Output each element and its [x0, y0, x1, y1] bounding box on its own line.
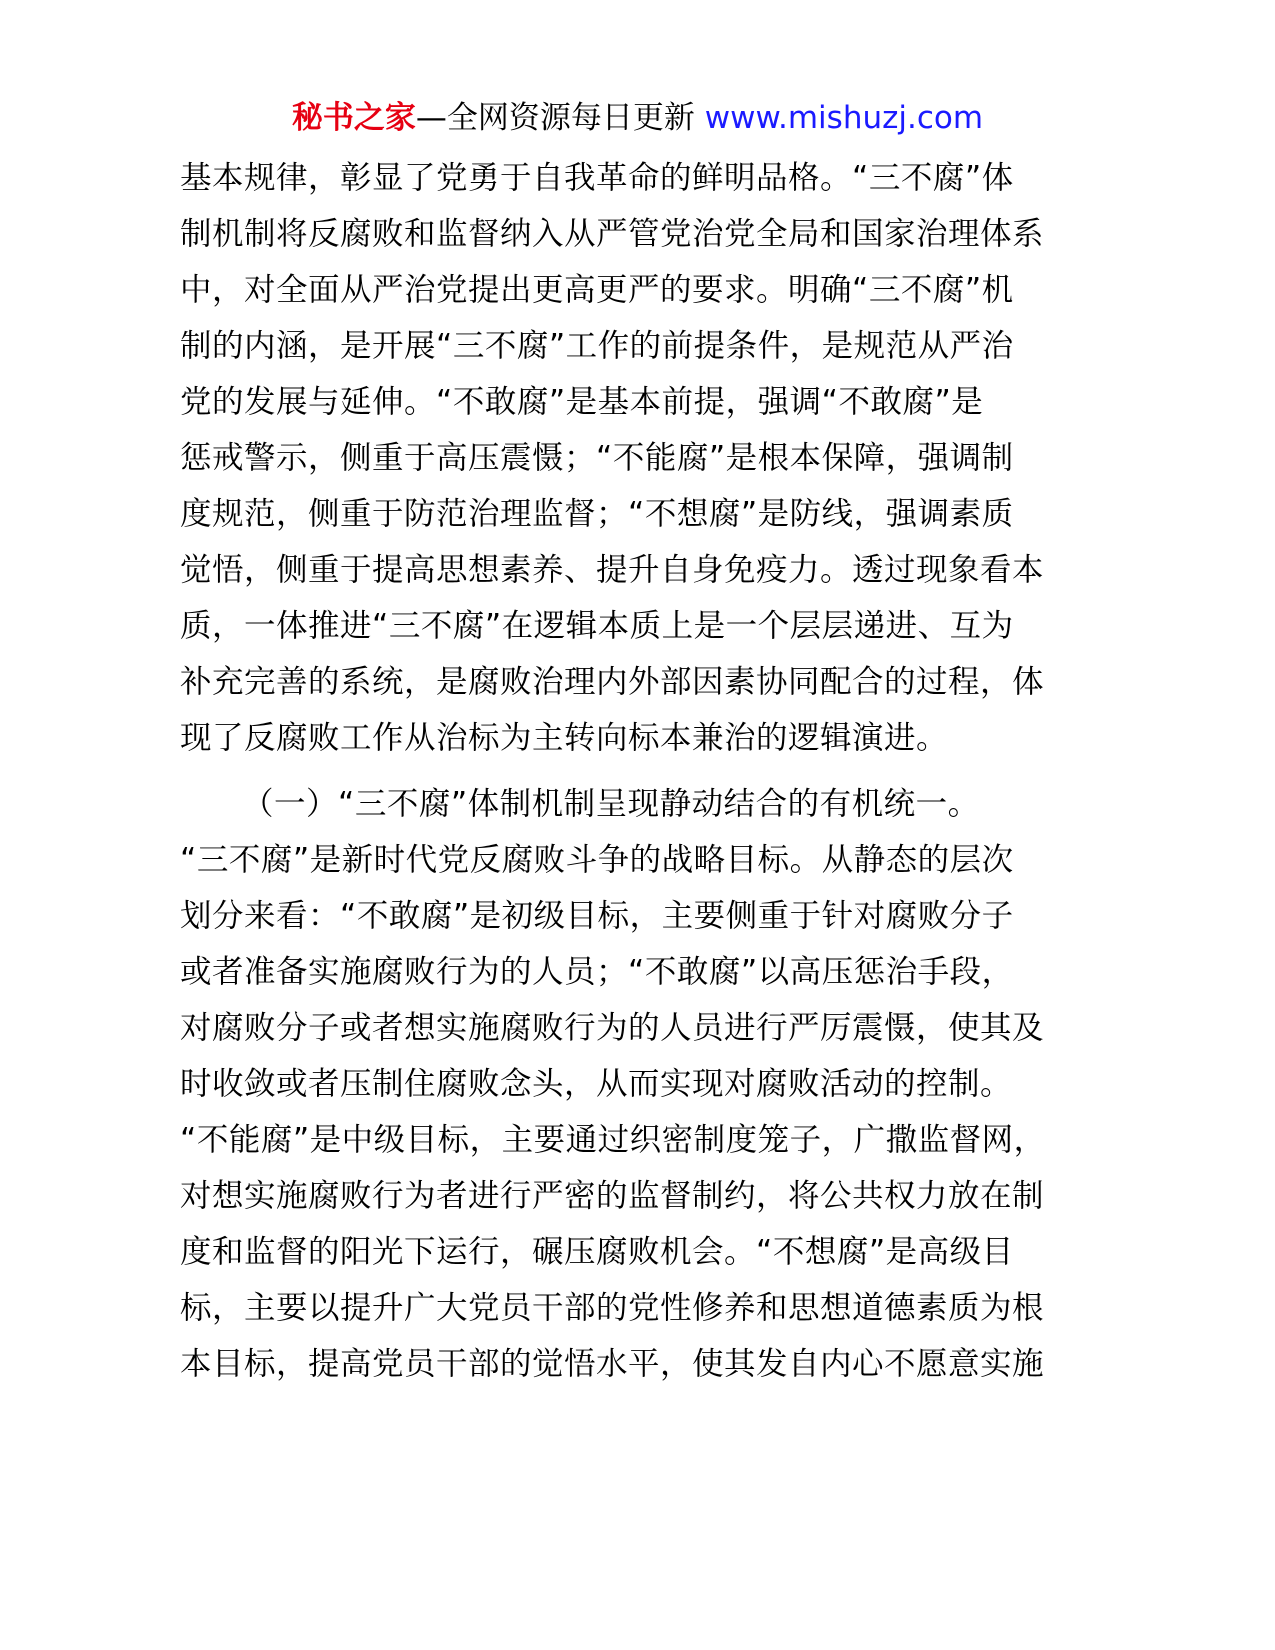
text-line: “三不腐”是新时代党反腐败斗争的战略目标。从静态的层次	[180, 842, 1014, 878]
brand-name: 秘书之家	[291, 100, 416, 136]
text-line: 度和监督的阳光下运行，碾压腐败机会。“不想腐”是高级目	[180, 1234, 1014, 1270]
text-line: 惩戒警示，侧重于高压震慑；“不能腐”是根本保障，强调制	[180, 440, 1014, 476]
header-tagline: —全网资源每日更新	[415, 100, 705, 136]
text-line: 对想实施腐败行为者进行严密的监督制约，将公共权力放在制	[180, 1178, 1045, 1214]
text-line: 质，一体推进“三不腐”在逻辑本质上是一个层层递进、互为	[180, 608, 1014, 644]
text-line: 基本规律，彰显了党勇于自我革命的鲜明品格。“三不腐”体	[180, 160, 1014, 196]
site-url-link[interactable]: www.mishuzj.com	[704, 100, 984, 136]
text-line: 时收敛或者压制住腐败念头，从而实现对腐败活动的控制。	[180, 1066, 1013, 1102]
text-line: 制的内涵，是开展“三不腐”工作的前提条件，是规范从严治	[180, 328, 1014, 364]
text-line: 制机制将反腐败和监督纳入从严管党治党全局和国家治理体系	[180, 216, 1045, 252]
text-line: 度规范，侧重于防范治理监督；“不想腐”是防线，强调素质	[180, 496, 1014, 532]
text-line: 本目标，提高党员干部的觉悟水平，使其发自内心不愿意实施	[180, 1346, 1045, 1382]
section-heading: （一）“三不腐”体制机制呈现静动结合的有机统一。	[242, 786, 980, 822]
text-line: 或者准备实施腐败行为的人员；“不敢腐”以高压惩治手段，	[180, 954, 1014, 990]
text-line: 标，主要以提升广大党员干部的党性修养和思想道德素质为根	[180, 1290, 1045, 1326]
text-line: 对腐败分子或者想实施腐败行为的人员进行严厉震慑，使其及	[180, 1010, 1045, 1046]
text-line: “不能腐”是中级目标，主要通过织密制度笼子，广撒监督网，	[180, 1122, 1046, 1158]
text-line: 划分来看：“不敢腐”是初级目标，主要侧重于针对腐败分子	[180, 898, 1014, 934]
text-line: 觉悟，侧重于提高思想素养、提升自身免疫力。透过现象看本	[180, 552, 1045, 588]
text-line: 现了反腐败工作从治标为主转向标本兼治的逻辑演进。	[180, 720, 949, 756]
text-line: 党的发展与延伸。“不敢腐”是基本前提，强调“不敢腐”是	[180, 384, 984, 420]
page-header	[0, 96, 1275, 140]
text-line: 中，对全面从严治党提出更高更严的要求。明确“三不腐”机	[180, 272, 1014, 308]
document-body	[180, 150, 1060, 1392]
text-line: 补充完善的系统，是腐败治理内外部因素协同配合的过程，体	[180, 664, 1045, 700]
